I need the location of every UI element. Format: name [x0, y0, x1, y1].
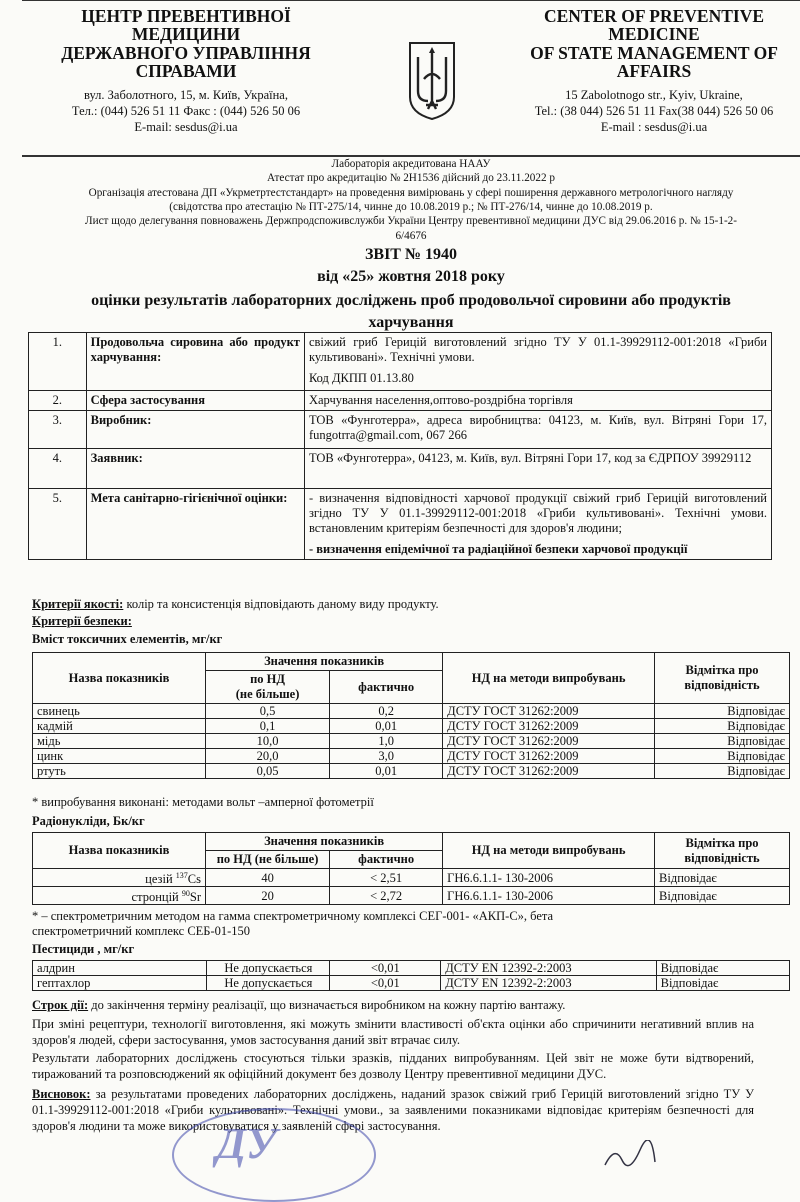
col-header: [206, 671, 330, 704]
cell-name: цинк: [33, 749, 206, 764]
row-number: 3.: [29, 411, 87, 449]
nuclide-name: цезій: [145, 872, 176, 887]
phone-line: Tel.: (38 044) 526 51 11 Fax(38 044) 526 50 06: [534, 103, 774, 118]
pest-title: Пестициди , мг/кг: [32, 942, 135, 956]
cell-actual: < 2,51: [330, 869, 443, 887]
row-key: Продовольча сировина або продукт харчування:: [86, 333, 304, 391]
col-header: Назва показників: [33, 833, 206, 869]
conclusion: [32, 1086, 754, 1134]
accreditation-line: Лист щодо делегування повноважень Держпродспоживслужби України Центру превентивної медицини ДУС від 29.06.2016 р. № 15-1-2-: [85, 215, 737, 228]
cell-name: свинець: [33, 704, 206, 719]
radio-rows: [33, 869, 790, 905]
cell-method: ДСТУ ГОСТ 31262:2009: [443, 719, 655, 734]
pesticides-table: [32, 960, 790, 991]
cell-norm: 40: [206, 869, 330, 887]
radio-note: [32, 909, 762, 939]
org-line: OF STATE MANAGEMENT OF: [530, 42, 778, 63]
row-key: Сфера застосування: [86, 391, 304, 411]
org-line: МЕДИЦИНИ: [131, 24, 241, 45]
col-header: Значення показників: [206, 653, 443, 671]
value-text: свіжий гриб Герицій виготовлений згідно ТУ У 01.1-39929112-001:2018 «Гриби культивовані». Технічні умови.: [308, 335, 767, 364]
conclusion-text: за результатами проведених лабораторних досліджень, наданий зразок свіжий гриб Герицій виготовлений згідно ТУ У 01.1-39929112-001:2018 «Гриби культивовані». Технічні умови., за заявленими показниками відповідає критеріям безпечності для здоров'я людини та може використовуватися у заявленій сфері застосування.: [32, 1087, 754, 1133]
cell-actual: 3,0: [330, 749, 443, 764]
row-value: Харчування населення,оптово-роздрібна торгівля: [304, 391, 771, 411]
cell-name: гептахлор: [33, 976, 207, 991]
org-name-ua: [22, 7, 350, 81]
cell-method: ДСТУ EN 12392-2:2003: [441, 961, 656, 976]
safety-criteria-label: Критерії безпеки:: [32, 614, 132, 628]
org-line: СПРАВАМИ: [135, 61, 237, 82]
row-key: Виробник:: [86, 411, 304, 449]
table-row: [29, 333, 772, 391]
header-line: Відмітка про: [685, 663, 759, 677]
cell-name: [33, 887, 206, 905]
value-text-bold: - визначення епідемічної та радіаційної безпеки харчової продукції: [308, 542, 688, 556]
email-line: E-mail: sesdus@i.ua: [134, 120, 238, 134]
table-header-row: [33, 833, 790, 851]
value-code: Код ДКПП 01.13.80: [308, 371, 414, 385]
cell-method: ДСТУ EN 12392-2:2003: [441, 976, 656, 991]
col-header: Назва показників: [33, 653, 206, 704]
row-value: ТОВ «Фунготерра», адреса виробництва: 04123, м. Київ, вул. Вітряні Гори 17, fungotrra@gmail.com, 067 266: [304, 411, 771, 449]
row-number: 4.: [29, 449, 87, 489]
accreditation-line: Лабораторія акредитована НААУ: [331, 158, 491, 170]
radionuclides-table: [32, 832, 790, 905]
cell-norm: 0,5: [206, 704, 330, 719]
table-header-row: [33, 653, 790, 671]
cell-mark: Відповідає: [656, 961, 789, 976]
accreditation-line: 6/4676: [395, 229, 427, 242]
col-header: по НД (не більше): [206, 851, 330, 869]
cell-norm: 20: [206, 887, 330, 905]
row-number: 1.: [29, 333, 87, 391]
col-header: фактично: [330, 671, 443, 704]
cell-method: ГН6.6.1.1- 130-2006: [443, 869, 655, 887]
quality-label: Критерії якості:: [32, 597, 124, 611]
isotope-mass: 90: [181, 889, 190, 899]
validity: [32, 998, 565, 1013]
table-row: [33, 704, 790, 719]
report-number: ЗВІТ № 1940: [364, 246, 458, 263]
cell-norm: 0,05: [206, 764, 330, 779]
cell-method: ДСТУ ГОСТ 31262:2009: [443, 764, 655, 779]
cell-norm: 0,1: [206, 719, 330, 734]
trident-icon: [406, 39, 458, 121]
cell-norm: 10,0: [206, 734, 330, 749]
cell-mark: Відповідає: [656, 976, 789, 991]
validity-label: Строк дії:: [32, 998, 89, 1012]
toxic-title: Вміст токсичних елементів, мг/кг: [32, 632, 223, 646]
org-line: MEDICINE: [608, 24, 700, 45]
col-header: [655, 653, 790, 704]
isotope-mass: 137: [175, 871, 188, 880]
change-notice: При зміні рецептури, технології виготовлення, які можуть змінити властивості об'єкта оцінки або спричинити негативний вплив на здоров'я людей, сфери застосування, умов застосування даний звіт втрачає силу.: [32, 1017, 754, 1047]
cell-name: ртуть: [33, 764, 206, 779]
quality-text: колір та консистенція відповідають даному виду продукту.: [123, 597, 439, 611]
org-name-en: [504, 7, 800, 81]
cell-norm: Не допускається: [207, 961, 330, 976]
cell-method: ДСТУ ГОСТ 31262:2009: [443, 734, 655, 749]
table-row: [29, 411, 772, 449]
cell-name: [33, 869, 206, 887]
cell-name: кадмій: [33, 719, 206, 734]
cell-actual: 1,0: [330, 734, 443, 749]
cell-method: ДСТУ ГОСТ 31262:2009: [443, 749, 655, 764]
results-notice: Результати лабораторних досліджень стосуються тільки зразків, підданих випробуванням. Цей звіт не може бути відтворений, тиражований та розповсюджений як офіційний документ без дозволу Центру превентивної медицини ДУС.: [32, 1051, 754, 1081]
report-date: від «25» жовтня 2018 року: [317, 268, 505, 285]
cell-method: ГН6.6.1.1- 130-2006: [443, 887, 655, 905]
table-row: [29, 391, 772, 411]
table-row: [29, 489, 772, 560]
col-header: НД на методи випробувань: [443, 653, 655, 704]
phone-line: Тел.: (044) 526 51 11 Факс : (044) 526 50 06: [71, 103, 301, 118]
letterhead-ukrainian: [22, 7, 350, 135]
cell-norm: Не допускається: [207, 976, 330, 991]
cell-mark: Відповідає: [655, 704, 790, 719]
accreditation-line: (свідотства про атестацію № ПТ-275/14, чинне до 10.08.2019 р.; № ПТ-276/14, чинне до 10.08.2019 р.: [169, 200, 653, 213]
table-row: [33, 764, 790, 779]
table-row: [33, 749, 790, 764]
cell-mark: Відповідає: [655, 719, 790, 734]
isotope-symbol: Cs: [187, 872, 201, 887]
address-line: вул. Заболотного, 15, м. Київ, Україна,: [84, 87, 288, 102]
row-key: Заявник:: [86, 449, 304, 489]
row-value: [304, 333, 771, 391]
address-en: [504, 87, 800, 136]
address-line: 15 Zabolotnogo str., Kyiv, Ukraine,: [565, 87, 743, 102]
org-line: CENTER OF PREVENTIVE: [543, 6, 765, 26]
toxic-note: * випробування виконані: методами вольт –амперної фотометрії: [32, 795, 374, 809]
cell-mark: Відповідає: [655, 887, 790, 905]
cell-actual: 0,01: [330, 719, 443, 734]
header-line: по НД: [250, 672, 286, 686]
row-number: 5.: [29, 489, 87, 560]
org-line: AFFAIRS: [616, 61, 692, 82]
col-header: фактично: [330, 851, 443, 869]
cell-actual: <0,01: [330, 961, 441, 976]
header-line: (не більше): [235, 687, 300, 701]
toxic-elements-table: [32, 652, 790, 779]
stamp-mark: ДУ: [216, 1119, 277, 1168]
col-header: [655, 833, 790, 869]
pest-rows: [33, 961, 790, 991]
accreditation-block: [22, 157, 800, 243]
accreditation-line: Атестат про акредитацію № 2Н1536 дійсний до 23.11.2022 р: [267, 172, 555, 185]
email-line: E-mail : sesdus@i.ua: [600, 120, 708, 134]
table-row: [33, 734, 790, 749]
row-value: ТОВ «Фунготерра», 04123, м. Київ, вул. Вітряні Гори 17, код за ЄДРПОУ 39929112: [304, 449, 771, 489]
radio-title: Радіонукліди, Бк/кг: [32, 814, 145, 828]
row-number: 2.: [29, 391, 87, 411]
report-subject: оцінки результатів лабораторних досліджень проб продовольчої сировини або продуктів: [91, 292, 731, 309]
letterhead: [22, 0, 800, 157]
accreditation-line: Організація атестована ДП «Укрметртестстандарт» на проведення вимірювань у сфері поширення державного метрологічного нагляду: [88, 186, 734, 199]
table-row: [33, 887, 790, 905]
table-row: [33, 976, 790, 991]
cell-mark: Відповідає: [655, 869, 790, 887]
conclusion-label: Висновок:: [32, 1087, 91, 1101]
cell-norm: 20,0: [206, 749, 330, 764]
table-row: [33, 869, 790, 887]
note-line: спектрометричний комплекс СЕБ-01-150: [32, 924, 251, 938]
cell-actual: 0,2: [330, 704, 443, 719]
cell-name: алдрин: [33, 961, 207, 976]
col-header: Значення показників: [206, 833, 443, 851]
row-value: [304, 489, 771, 560]
row-key: Мета санітарно-гігієнічної оцінки:: [86, 489, 304, 560]
isotope-symbol: Sr: [189, 890, 201, 905]
header-line: Відмітка про: [685, 835, 759, 850]
cell-actual: 0,01: [330, 764, 443, 779]
header-line: відповідність: [684, 850, 760, 865]
toxic-rows: [33, 704, 790, 779]
col-header: НД на методи випробувань: [443, 833, 655, 869]
cell-mark: Відповідає: [655, 734, 790, 749]
table-row: [33, 961, 790, 976]
letterhead-english: [504, 7, 800, 135]
quality-criteria: [32, 597, 439, 612]
validity-text: до закінчення терміну реалізації, що визначається виробником на кожну партію вантажу.: [88, 998, 566, 1012]
value-text: - визначення відповідності харчової продукції свіжий гриб Герицій виготовлений згідно ТУ У 01.1-39929112-001:2018 «Гриби культивовані». Технічні умови. встановленим критеріям безпечності для здоров'я людини;: [308, 491, 767, 535]
product-info-table: [28, 332, 772, 560]
cell-name: мідь: [33, 734, 206, 749]
cell-mark: Відповідає: [655, 749, 790, 764]
cell-method: ДСТУ ГОСТ 31262:2009: [443, 704, 655, 719]
nuclide-name: стронцій: [131, 890, 182, 905]
report-subject-cont: харчування: [368, 314, 454, 331]
cell-actual: <0,01: [330, 976, 441, 991]
address-ua: [22, 87, 350, 136]
cell-actual: < 2,72: [330, 887, 443, 905]
cell-mark: Відповідає: [655, 764, 790, 779]
note-line: * – спектрометричним методом на гамма спектрометричному комплексі СЕГ-001- «АКП-С», бета: [32, 909, 554, 923]
table-row: [29, 449, 772, 489]
header-line: відповідність: [684, 678, 760, 692]
org-line: ЦЕНТР ПРЕВЕНТИВНОЇ: [81, 6, 291, 26]
org-line: ДЕРЖАВНОГО УПРАВЛІННЯ: [61, 42, 311, 63]
table-row: [33, 719, 790, 734]
